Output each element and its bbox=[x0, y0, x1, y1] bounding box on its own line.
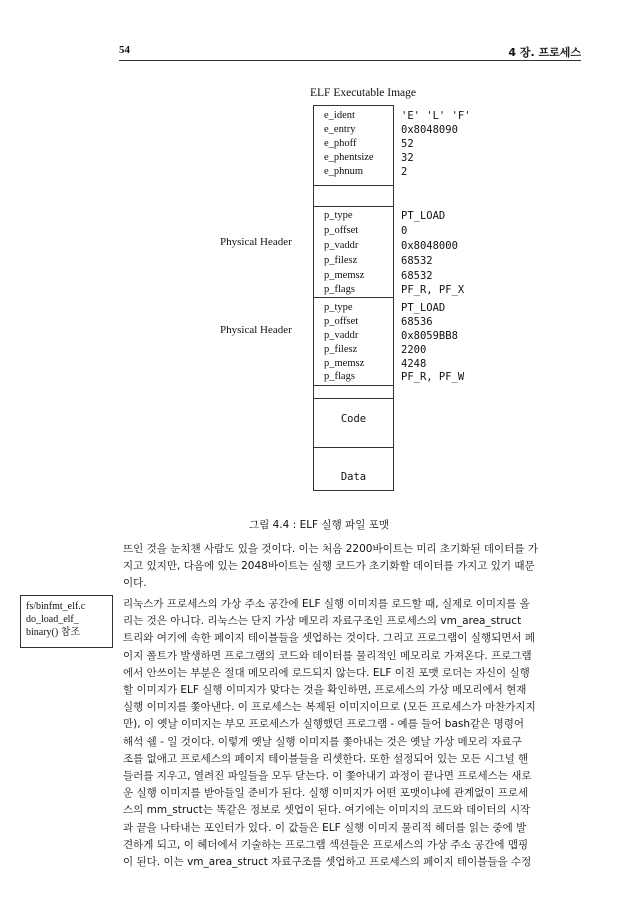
ph-field-name: p_vaddr bbox=[324, 240, 359, 251]
elf-field-name: e_phnum bbox=[324, 166, 364, 177]
ph-field-value: PT_LOAD bbox=[401, 302, 446, 314]
ph-field-value: 68536 bbox=[401, 316, 433, 328]
text-line: 만), 이 옛날 이미지는 부모 프로세스가 실행했던 프로그램 - 예를 들어 bash같은 명령어 bbox=[123, 718, 525, 731]
text-line: 에서 안쓰이는 부분은 절대 메모리에 로드되지 않는다. ELF 이진 포맷 로더는 자신이 실행 bbox=[123, 666, 530, 679]
source-reference-note bbox=[20, 595, 113, 648]
data-segment-label: Data bbox=[340, 471, 367, 483]
ph-field-name: p_offset bbox=[324, 316, 359, 327]
text-line: 실행 이미지를 쫓아낸다. 이 프로세스는 복제된 이미지이므로 (모든 프로세스가 마찬가지지 bbox=[123, 701, 536, 714]
note-line: do_load_elf_ bbox=[26, 614, 79, 625]
text-line: 과 끝을 나타내는 포인터가 있다. 이 값들은 ELF 실행 이미지 물리적 헤더를 읽는 중에 발 bbox=[123, 821, 527, 834]
text-line: 들러를 지우고, 열려진 파일들을 모두 닫는다. 이 쫓아내기 과정이 끝나면 프로세스는 새로 bbox=[123, 770, 532, 782]
elf-field-name: e_phoff bbox=[324, 138, 357, 149]
section-divider bbox=[313, 185, 394, 186]
text-line: 이지 폴트가 발생하면 프로그램의 코드와 데이터를 물리적인 메모리로 가져온다. 프로그램 bbox=[123, 649, 532, 662]
ph-field-name: p_flags bbox=[324, 371, 355, 382]
elf-field-value: 2 bbox=[401, 166, 408, 178]
text-line: 뜨인 것을 눈치챈 사람도 있을 것이다. 이는 처음 2200바이트는 미리 초기화된 데이터를 가 bbox=[123, 543, 538, 555]
text-line: 해석 쉘 - 일 것이다. 이렇게 옛날 실행 이미지를 쫓아내는 것은 옛날 가상 메모리 자료구 bbox=[123, 735, 522, 748]
elf-field-value: 0x8048090 bbox=[401, 124, 458, 136]
elf-field-name: e_ident bbox=[324, 110, 355, 121]
paragraph-2 bbox=[123, 596, 579, 876]
text-line: 지고 있지만, 다음에 있는 2048바이트는 실행 코드가 초기화할 데이터를 가지고 있기 때문 bbox=[123, 560, 535, 572]
ph-field-name: p_memsz bbox=[324, 358, 365, 369]
text-line: 이 된다. 이는 vm_area_struct 자료구조를 셋업하고 프로세스의 페이지 테이블들을 수정 bbox=[123, 856, 532, 868]
section-divider bbox=[313, 398, 394, 399]
ph-field-name: p_type bbox=[324, 302, 353, 313]
ph-field-name: p_vaddr bbox=[324, 330, 359, 341]
code-segment-label: Code bbox=[340, 413, 367, 425]
note-line: binary() 참조 bbox=[26, 627, 81, 638]
text-line: 운 실행 이미지를 받아들일 준비가 된다. 실행 이미지가 어떤 포맷이냐에 관계없이 프로세 bbox=[123, 787, 529, 800]
section-divider bbox=[313, 297, 394, 298]
ph-field-value: 0 bbox=[401, 225, 408, 237]
elf-field-value: 32 bbox=[401, 152, 414, 164]
elf-field-name: e_phentsize bbox=[324, 152, 374, 163]
ph-field-value: 0x8059BB8 bbox=[401, 330, 458, 342]
ph-field-name: p_offset bbox=[324, 225, 359, 236]
ph-field-value: 0x8048000 bbox=[401, 240, 458, 252]
ph-field-value: 68532 bbox=[401, 255, 433, 267]
ph-field-name: p_type bbox=[324, 210, 353, 221]
text-line: 리눅스가 프로세스의 가상 주소 공간에 ELF 실행 이미지를 로드할 때, 실제로 이미지를 올 bbox=[123, 598, 530, 610]
figure-caption: 그림 4.4 : ELF 실행 파일 포맷 bbox=[249, 519, 389, 531]
elf-field-name: e_entry bbox=[324, 124, 356, 135]
physical-header-label: Physical Header bbox=[220, 324, 292, 336]
text-line: 리는 것은 아니다. 리눅스는 단지 가상 메모리 자료구조인 프로세스의 vm_area_struct bbox=[123, 615, 522, 628]
physical-header-label: Physical Header bbox=[220, 236, 292, 248]
ph-field-value: 68532 bbox=[401, 270, 433, 282]
section-divider bbox=[313, 447, 394, 448]
text-line: 조를 없애고 프로세스의 페이지 테이블들을 리셋한다. 또한 설정되어 있는 모든 시그널 핸 bbox=[123, 752, 529, 765]
text-line: 이다. bbox=[123, 577, 147, 589]
ph-field-value: PF_R, PF_X bbox=[401, 284, 465, 296]
elf-field-value: 'E' 'L' 'F' bbox=[401, 110, 471, 122]
section-divider bbox=[313, 385, 394, 386]
ph-field-value: 2200 bbox=[401, 344, 427, 356]
ph-field-name: p_memsz bbox=[324, 270, 365, 281]
page-number: 54 bbox=[119, 44, 130, 56]
chapter-title: 4 장. 프로세스 bbox=[508, 46, 581, 59]
text-line: 트리와 여기에 속한 페이지 테이블들을 셋업하는 것이다. 그리고 프로그램이 실행되면서 페 bbox=[123, 632, 536, 645]
ph-field-value: PT_LOAD bbox=[401, 210, 446, 222]
ph-field-name: p_filesz bbox=[324, 255, 358, 266]
ph-field-value: PF_R, PF_W bbox=[401, 371, 465, 383]
text-line: 견하게 되고, 이 헤더에서 기술하는 프로그램 섹션들은 프로세스의 가상 주소 공간에 맵핑 bbox=[123, 838, 529, 851]
ph-field-name: p_filesz bbox=[324, 344, 358, 355]
ph-field-name: p_flags bbox=[324, 284, 355, 295]
ph-field-value: 4248 bbox=[401, 358, 427, 370]
text-line: 스의 mm_struct는 똑같은 정보로 셋업이 된다. 여기에는 이미지의 코드와 데이터의 시작 bbox=[123, 804, 531, 817]
page-header bbox=[119, 44, 581, 61]
text-line: 할 이미지가 ELF 실행 이미지가 맞다는 것을 확인하면, 프로세스의 가상 메모리에서 현재 bbox=[123, 684, 527, 696]
section-divider bbox=[313, 206, 394, 207]
figure-title: ELF Executable Image bbox=[310, 87, 417, 99]
note-line: fs/binfmt_elf.c bbox=[26, 601, 86, 612]
elf-field-value: 52 bbox=[401, 138, 414, 150]
